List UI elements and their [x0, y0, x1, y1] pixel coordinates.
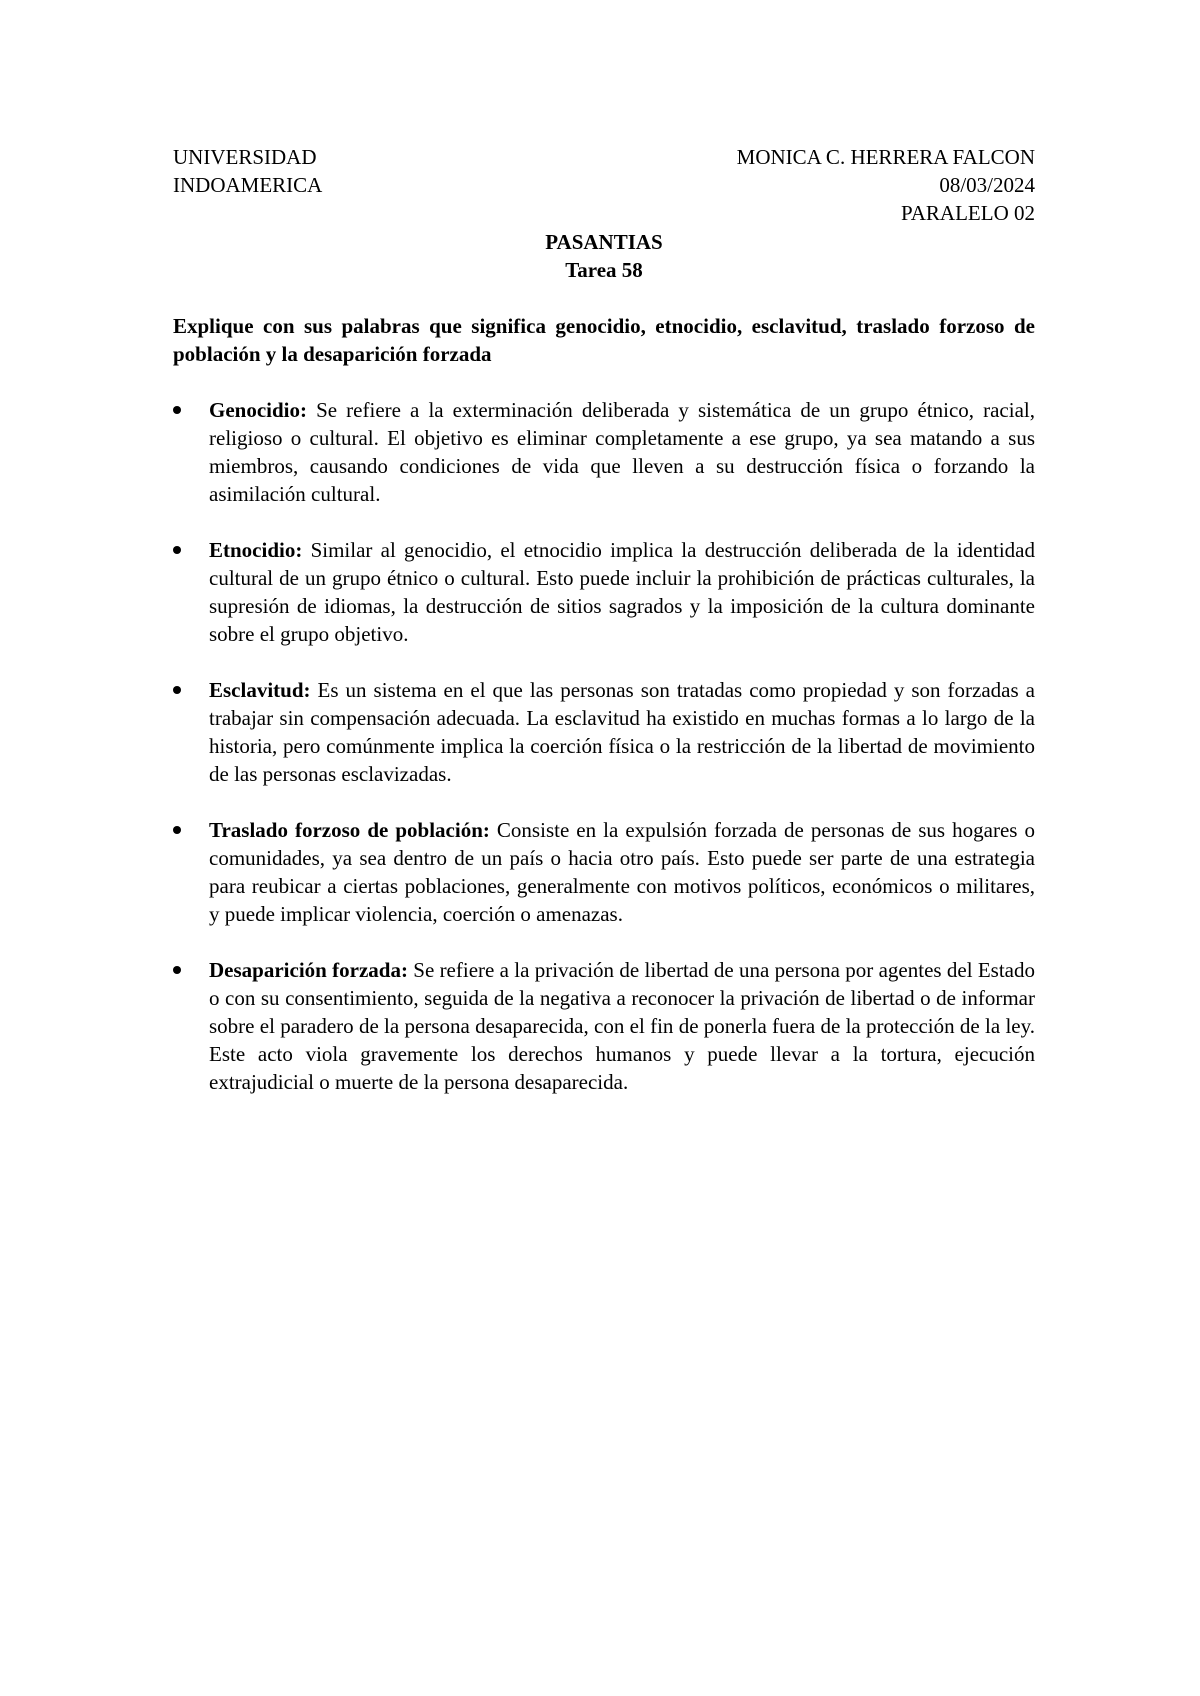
document-header — [173, 143, 1035, 233]
title-block — [173, 228, 1035, 284]
institution-block — [173, 143, 322, 199]
definitions-list — [173, 396, 1035, 1124]
author-block — [737, 143, 1035, 227]
term-label: Desaparición forzada: — [209, 958, 408, 982]
term-definition: Se refiere a la privación de libertad de una persona por agentes del Estado o con su consentimiento, seguida de la negativa a reconocer la privación de libertad o de informar sobre el paradero de la persona desaparecida, con el fin de ponerla fuera de la protección de la ley. Este acto viola gravemente los derechos humanos y puede llevar a la tortura, ejecución extrajudicial o muerte de la persona desaparecida. — [209, 958, 1035, 1094]
institution-line-1: UNIVERSIDAD — [173, 145, 317, 169]
class-section: PARALELO 02 — [901, 201, 1035, 225]
term-label: Genocidio: — [209, 398, 307, 422]
term-definition: Se refiere a la exterminación deliberada y sistemática de un grupo étnico, racial, religioso o cultural. El objetivo es eliminar completamente a ese grupo, ya sea matando a sus miembros, causando condiciones de vida que lleven a su destrucción física o forzando la asimilación cultural. — [209, 398, 1035, 506]
assignment-question: Explique con sus palabras que significa genocidio, etnocidio, esclavitud, traslado forzoso de población y la desaparición forzada — [173, 314, 1035, 366]
term-label: Esclavitud: — [209, 678, 311, 702]
term-label: Etnocidio: — [209, 538, 303, 562]
bullet-icon — [173, 406, 181, 414]
bullet-icon — [173, 826, 181, 834]
list-item — [173, 816, 1035, 928]
term-label: Traslado forzoso de población: — [209, 818, 490, 842]
term-definition: Consiste en la expulsión forzada de personas de sus hogares o comunidades, ya sea dentro de un país o hacia otro país. Esto puede ser parte de una estrategia para reubicar a ciertas poblaciones, generalmente con motivos políticos, económicos o militares, y puede implicar violencia, coerción o amenazas. — [209, 818, 1035, 926]
bullet-icon — [173, 546, 181, 554]
list-item — [173, 396, 1035, 508]
term-definition: Es un sistema en el que las personas son tratadas como propiedad y son forzadas a trabajar sin compensación adecuada. La esclavitud ha existido en muchas formas a lo largo de la historia, pero comúnmente implica la coerción física o la restricción de la libertad de movimiento de las personas esclavizadas. — [209, 678, 1035, 786]
bullet-icon — [173, 966, 181, 974]
document-date: 08/03/2024 — [939, 173, 1035, 197]
bullet-icon — [173, 686, 181, 694]
list-item — [173, 676, 1035, 788]
list-item — [173, 956, 1035, 1096]
document-title: PASANTIAS — [545, 230, 663, 254]
list-item — [173, 536, 1035, 648]
author-name: MONICA C. HERRERA FALCON — [736, 145, 1035, 169]
institution-line-2: INDOAMERICA — [173, 173, 323, 197]
term-definition: Similar al genocidio, el etnocidio implica la destrucción deliberada de la identidad cultural de un grupo étnico o cultural. Esto puede incluir la prohibición de prácticas culturales, la supresión de idiomas, la destrucción de sitios sagrados y la imposición de la cultura dominante sobre el grupo objetivo. — [209, 538, 1035, 646]
document-subtitle: Tarea 58 — [565, 258, 643, 282]
